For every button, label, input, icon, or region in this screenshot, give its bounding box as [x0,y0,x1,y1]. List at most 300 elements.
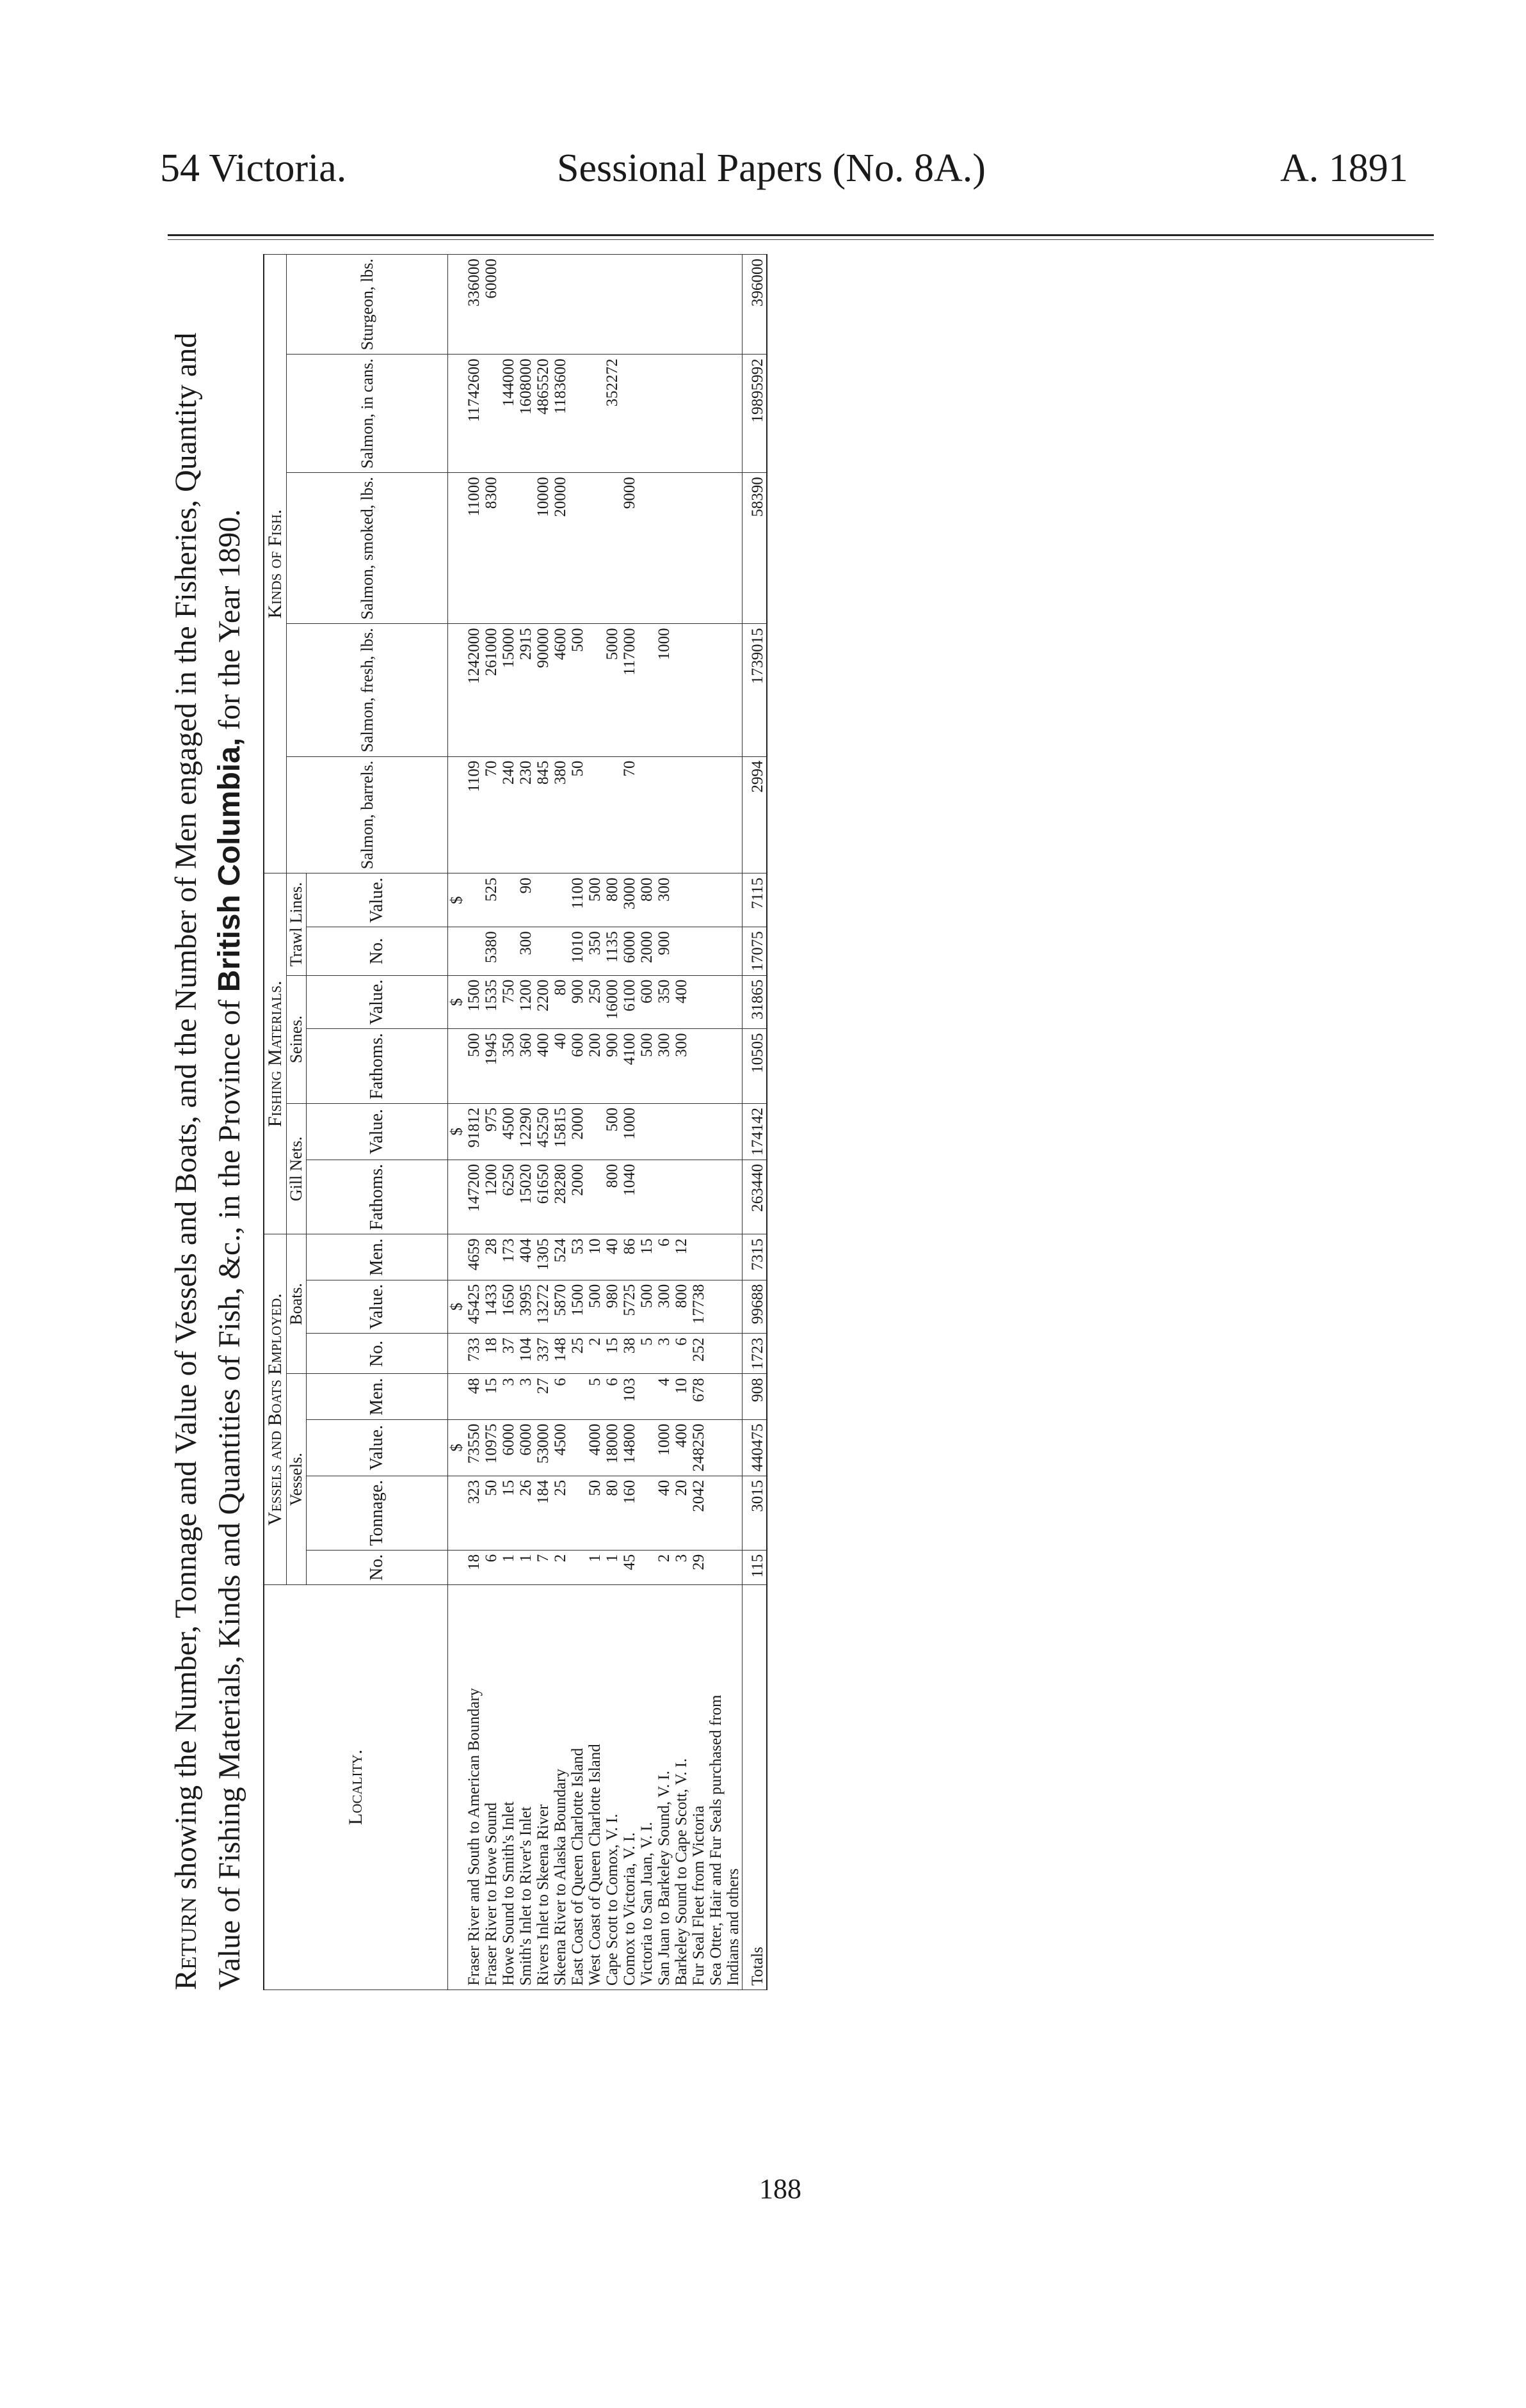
value-cell: 1183600 [552,355,569,473]
value-cell: 12 [673,1234,690,1280]
value-cell [638,1374,655,1419]
value-cell [707,1419,725,1476]
value-cell: 440475 [743,1419,767,1476]
value-cell: 1100 [569,873,586,927]
value-cell: 7 [534,1550,552,1584]
value-cell: 252 [690,1334,707,1374]
value-cell: 500 [465,1029,483,1103]
value-cell: 600 [569,1029,586,1103]
value-cell [638,355,655,473]
value-cell: 980 [604,1280,621,1334]
value-cell: 45250 [534,1103,552,1160]
value-cell [604,756,621,873]
value-cell: 1650 [500,1280,517,1334]
value-cell: 900 [569,975,586,1029]
value-cell [569,1419,586,1476]
value-cell [707,756,725,873]
dollar-cell [448,355,466,473]
value-cell [725,1029,743,1103]
value-cell: 26 [517,1476,534,1550]
value-cell: 115 [743,1550,767,1584]
value-cell: 400 [673,1419,690,1476]
value-cell: 15 [500,1476,517,1550]
value-cell: 908 [743,1374,767,1419]
locality-cell: Sea Otter, Hair and Fur Seals purchased from [707,1585,725,1990]
value-cell [465,927,483,976]
value-cell: 975 [483,1103,500,1160]
value-cell: 17738 [690,1280,707,1334]
locality-cell: West Coast of Queen Charlotte Island [586,1585,604,1990]
value-cell [725,873,743,927]
value-cell: 11742600 [465,355,483,473]
table-row [707,255,725,1990]
table-row [483,255,500,1990]
value-cell: 3 [673,1550,690,1584]
value-cell: 29 [690,1550,707,1584]
value-cell: 500 [638,1280,655,1334]
value-cell [673,473,690,624]
value-cell [604,473,621,624]
value-cell [569,355,586,473]
value-cell: 90 [517,873,534,927]
value-cell [655,255,673,355]
value-cell: 16000 [604,975,621,1029]
dollar-cell [448,624,466,756]
value-cell: 27 [534,1374,552,1419]
value-cell: 404 [517,1234,534,1280]
value-cell: 53 [569,1234,586,1280]
value-cell: 1945 [483,1029,500,1103]
table-row [621,255,638,1990]
value-cell: 396000 [743,255,767,355]
value-cell: 500 [638,1029,655,1103]
dollar-cell [448,756,466,873]
table-row [725,255,743,1990]
value-cell [655,355,673,473]
value-cell [725,975,743,1029]
value-cell: 28280 [552,1160,569,1234]
value-cell: 350 [655,975,673,1029]
value-cell: 240 [500,756,517,873]
value-cell [569,1550,586,1584]
value-cell: 2 [552,1550,569,1584]
locality-cell: Totals [743,1585,767,1990]
value-cell [638,255,655,355]
value-cell: 4500 [500,1103,517,1160]
value-cell: 70 [621,756,638,873]
value-cell [690,927,707,976]
value-cell: 14800 [621,1419,638,1476]
value-cell [552,255,569,355]
value-cell: 45425 [465,1280,483,1334]
locality-cell: Fraser River to Howe Sound [483,1585,500,1990]
value-cell: 15 [483,1374,500,1419]
value-cell: 400 [673,975,690,1029]
value-cell: 500 [586,873,604,927]
locality-cell: Cape Scott to Comox, V. I. [604,1585,621,1990]
value-cell [707,1374,725,1419]
locality-cell: East Coast of Queen Charlotte Island [569,1585,586,1990]
value-cell: 1500 [465,975,483,1029]
value-cell [707,355,725,473]
value-cell: 73550 [465,1419,483,1476]
value-cell: 173 [500,1234,517,1280]
value-cell [569,255,586,355]
col-vessels-men: Men. [307,1374,448,1419]
table-row [534,255,552,1990]
value-cell: 60000 [483,255,500,355]
table-row [690,255,707,1990]
value-cell [500,473,517,624]
value-cell: 2 [655,1550,673,1584]
value-cell: 1010 [569,927,586,976]
header-rule-thin [168,239,1434,240]
value-cell [638,624,655,756]
value-cell: 323 [465,1476,483,1550]
value-cell: 11000 [465,473,483,624]
dollar-cell [448,255,466,355]
fishing-materials-header: Fishing Materials. [264,873,287,1234]
header-rule [168,234,1434,236]
value-cell: 1109 [465,756,483,873]
value-cell [707,1160,725,1234]
value-cell: 91812 [465,1103,483,1160]
value-cell: 400 [534,1029,552,1103]
value-cell: 15020 [517,1160,534,1234]
locality-cell: Fraser River and South to American Boundary [465,1585,483,1990]
value-cell: 18000 [604,1419,621,1476]
value-cell [604,255,621,355]
value-cell: 1 [604,1550,621,1584]
value-cell: 2000 [638,927,655,976]
value-cell: 3995 [517,1280,534,1334]
header-session: 54 Victoria. [160,147,347,190]
dollar-row-locality [448,1585,466,1990]
value-cell: 104 [517,1334,534,1374]
col-vessels-tonnage: Tonnage. [307,1476,448,1550]
value-cell: 5725 [621,1280,638,1334]
value-cell: 300 [517,927,534,976]
value-cell: 500 [604,1103,621,1160]
value-cell: 53000 [534,1419,552,1476]
value-cell [725,1476,743,1550]
value-cell [707,873,725,927]
value-cell [725,1280,743,1334]
value-cell [517,473,534,624]
table-row [638,255,655,1990]
value-cell: 90000 [534,624,552,756]
rotated-return-table [165,259,1285,1990]
value-cell: 5 [586,1374,604,1419]
value-cell: 20 [673,1476,690,1550]
value-cell: 18 [465,1550,483,1584]
value-cell: 5380 [483,927,500,976]
value-cell [725,1103,743,1160]
value-cell: 1 [586,1550,604,1584]
value-cell [500,927,517,976]
trawl-lines-subheader: Trawl Lines. [287,873,307,975]
value-cell: 800 [638,873,655,927]
seines-subheader: Seines. [287,975,307,1103]
value-cell [673,927,690,976]
value-cell: 6250 [500,1160,517,1234]
value-cell [586,624,604,756]
value-cell [638,473,655,624]
value-cell: 15 [638,1234,655,1280]
table-title [165,269,263,1990]
col-boats-no: No. [307,1334,448,1374]
table-row [586,255,604,1990]
value-cell [707,1103,725,1160]
col-boats-men: Men. [307,1234,448,1280]
value-cell: 7315 [743,1234,767,1280]
value-cell: 48 [465,1374,483,1419]
value-cell [655,1103,673,1160]
value-cell: 15000 [500,624,517,756]
value-cell: 50 [483,1476,500,1550]
value-cell: 9000 [621,473,638,624]
value-cell [673,624,690,756]
gill-nets-subheader: Gill Nets. [287,1103,307,1234]
value-cell: 1200 [517,975,534,1029]
value-cell: 1500 [569,1280,586,1334]
value-cell: 25 [552,1476,569,1550]
boats-subheader: Boats. [287,1234,307,1374]
value-cell: 800 [604,1160,621,1234]
value-cell [690,255,707,355]
value-cell: 148 [552,1334,569,1374]
locality-cell: Indians and others [725,1585,743,1990]
dollar-cell [448,927,466,976]
value-cell: 360 [517,1029,534,1103]
locality-cell: Rivers Inlet to Skeena River [534,1585,552,1990]
dollar-cell [448,1476,466,1550]
value-cell [586,756,604,873]
value-cell [690,624,707,756]
col-salmon-fresh: Salmon, fresh, lbs. [287,624,448,756]
value-cell [707,473,725,624]
value-cell [725,1374,743,1419]
value-cell [707,975,725,1029]
value-cell: 50 [569,756,586,873]
dollar-cell [448,473,466,624]
value-cell [673,1103,690,1160]
value-cell: 31865 [743,975,767,1029]
value-cell: 17075 [743,927,767,976]
value-cell [690,473,707,624]
title-province: British Columbia, [213,737,246,993]
value-cell: 6 [483,1550,500,1584]
value-cell [725,1160,743,1234]
value-cell [725,473,743,624]
value-cell: 5000 [604,624,621,756]
value-cell: 261000 [483,624,500,756]
value-cell [621,355,638,473]
value-cell: 6 [552,1374,569,1419]
value-cell [465,873,483,927]
value-cell [569,1476,586,1550]
value-cell: 117000 [621,624,638,756]
value-cell [500,873,517,927]
locality-cell: Howe Sound to Smith's Inlet [500,1585,517,1990]
value-cell [673,355,690,473]
value-cell: 40 [604,1234,621,1280]
dollar-cell [448,1029,466,1103]
value-cell: 58390 [743,473,767,624]
value-cell: 25 [569,1334,586,1374]
value-cell: 1242000 [465,624,483,756]
value-cell: 184 [534,1476,552,1550]
value-cell: 18 [483,1334,500,1374]
value-cell: 900 [604,1029,621,1103]
value-cell [638,1103,655,1160]
value-cell [707,927,725,976]
value-cell: 4000 [586,1419,604,1476]
value-cell: 300 [655,1029,673,1103]
dollar-cell [448,1234,466,1280]
value-cell: 263440 [743,1160,767,1234]
value-cell: 380 [552,756,569,873]
value-cell: 45 [621,1550,638,1584]
header-sessional-papers: Sessional Papers (No. 8A.) [557,147,986,190]
dollar-cell: $ [448,975,466,1029]
value-cell [673,1160,690,1234]
value-cell: 10 [673,1374,690,1419]
value-cell: 40 [655,1476,673,1550]
value-cell: 200 [586,1029,604,1103]
value-cell: 86 [621,1234,638,1280]
value-cell: 678 [690,1374,707,1419]
value-cell: 1608000 [517,355,534,473]
dollar-cell [448,1334,466,1374]
value-cell [707,1334,725,1374]
value-cell: 900 [655,927,673,976]
value-cell: 600 [638,975,655,1029]
value-cell [638,756,655,873]
value-cell: 6 [673,1334,690,1374]
value-cell: 2200 [534,975,552,1029]
value-cell: 300 [655,1280,673,1334]
value-cell: 13272 [534,1280,552,1334]
table-row [552,255,569,1990]
value-cell: 1000 [621,1103,638,1160]
title-lead: Return [169,1897,203,1990]
value-cell [725,927,743,976]
value-cell: 1433 [483,1280,500,1334]
value-cell [707,255,725,355]
value-cell: 2000 [569,1103,586,1160]
col-gill-fathoms: Fathoms. [307,1160,448,1234]
value-cell: 1739015 [743,624,767,756]
value-cell: 800 [673,1280,690,1334]
value-cell: 80 [604,1476,621,1550]
value-cell: 6 [604,1374,621,1419]
table-row [465,255,483,1990]
kinds-of-fish-header: Kinds of Fish. [264,255,287,873]
value-cell: 1135 [604,927,621,976]
value-cell [586,1103,604,1160]
col-sturgeon: Sturgeon, lbs. [287,255,448,355]
value-cell [707,1280,725,1334]
value-cell [725,624,743,756]
value-cell [638,1550,655,1584]
value-cell: 500 [569,624,586,756]
col-gill-value: Value. [307,1103,448,1160]
value-cell [638,1419,655,1476]
value-cell [725,1419,743,1476]
value-cell: 1200 [483,1160,500,1234]
value-cell [621,255,638,355]
locality-cell: San Juan to Barkeley Sound, V. I. [655,1585,673,1990]
col-vessels-value: Value. [307,1419,448,1476]
value-cell: 6000 [500,1419,517,1476]
value-cell [534,873,552,927]
locality-header: Locality. [264,1585,448,1990]
value-cell: 38 [621,1334,638,1374]
value-cell [569,1374,586,1419]
value-cell [552,927,569,976]
value-cell: 248250 [690,1419,707,1476]
table-body [448,255,767,1990]
value-cell [690,756,707,873]
value-cell [586,255,604,355]
value-cell [690,1160,707,1234]
value-cell [725,355,743,473]
value-cell [690,975,707,1029]
value-cell [725,1550,743,1584]
value-cell: 336000 [465,255,483,355]
title-text: showing the Number, Tonnage and Value of Vessels and Boats, and the Number of Men engaged in the Fisheries, Quantity and Value of Fishing Materials, Kinds and Quantities of Fish, &c., in the Province of [169,332,246,1990]
dollar-cell: $ [448,1103,466,1160]
value-cell: 250 [586,975,604,1029]
value-cell [534,927,552,976]
value-cell [500,255,517,355]
value-cell: 350 [586,927,604,976]
table-row [517,255,534,1990]
value-cell: 70 [483,756,500,873]
col-trawl-no: No. [307,927,448,976]
value-cell: 2042 [690,1476,707,1550]
locality-cell: Barkeley Sound to Cape Scott, V. I. [673,1585,690,1990]
value-cell: 1 [517,1550,534,1584]
table-row [743,255,767,1990]
value-cell: 28 [483,1234,500,1280]
title-tail: for the Year 1890. [213,509,246,738]
value-cell [552,873,569,927]
value-cell: 4100 [621,1029,638,1103]
vessels-subheader: Vessels. [287,1374,307,1585]
value-cell [707,624,725,756]
vessels-boats-header: Vessels and Boats Employed. [264,1234,287,1585]
value-cell [586,473,604,624]
locality-cell: Victoria to San Juan, V. I. [638,1585,655,1990]
value-cell: 350 [500,1029,517,1103]
value-cell [673,756,690,873]
value-cell: 147200 [465,1160,483,1234]
value-cell [655,473,673,624]
value-cell: 20000 [552,473,569,624]
col-salmon-cans: Salmon, in cans. [287,355,448,473]
value-cell: 750 [500,975,517,1029]
value-cell: 144000 [500,355,517,473]
value-cell: 500 [586,1280,604,1334]
dollar-cell: $ [448,1280,466,1334]
col-boats-value: Value. [307,1280,448,1334]
value-cell: 524 [552,1234,569,1280]
col-vessels-no: No. [307,1550,448,1584]
value-cell [707,1234,725,1280]
value-cell: 15 [604,1334,621,1374]
